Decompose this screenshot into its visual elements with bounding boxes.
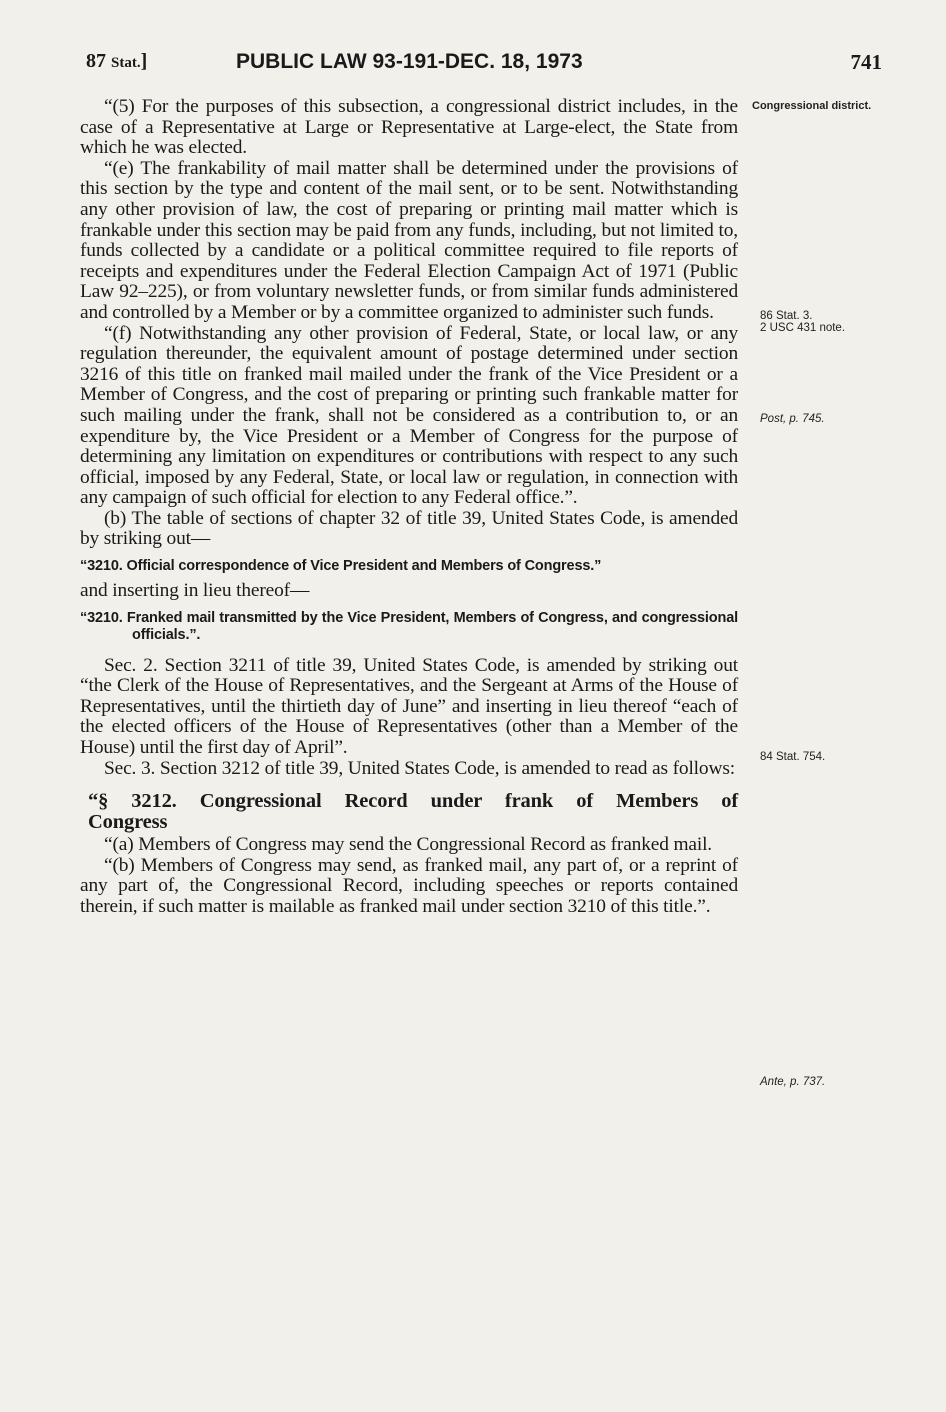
inserting-clause: and inserting in lieu thereof— xyxy=(80,580,310,602)
stat-label: Stat. xyxy=(111,55,141,71)
paragraph-f: “(f) Notwithstanding any other provision of Federal, State, or local law, or any regulation thereunder, the equivalent amount of postage determined under section 3216 of this title on franked mail mailed under the frank of the Vice President or a Member of Congress, and the cost of preparing or printing such frankable matter for such mailing under the frank, shall not be considered as a contribution to, or an expenditure by, the Vice President or a Member of Congress for the purpose of determining any limitation on expenditures or contributions with respect to any such official, imposed by any Federal, State, or local law or regulation, in connection with any campaign of such official for election to any Federal office.”. xyxy=(80,322,738,509)
stat-reference: 87 Stat.] xyxy=(86,50,148,72)
page-number: 741 xyxy=(850,50,882,74)
heading-line-1: “§ 3212. Congressional Record under frank of Members of xyxy=(88,790,738,813)
page-header xyxy=(86,50,882,80)
margin-note-84-stat: 84 Stat. 754. xyxy=(760,751,826,763)
margin-note-congressional-district: Congressional district. xyxy=(752,100,872,112)
header-title: PUBLIC LAW 93-191-DEC. 18, 1973 xyxy=(236,50,583,73)
margin-note-post-text: Post, p. 745. xyxy=(760,413,825,425)
law-text xyxy=(80,97,738,918)
paragraph-e: “(e) The frankability of mail matter shall be determined under the provisions of this section by the type and content of the mail sent, or to be sent. Notwithstanding any other provision of law, the cost of preparing or printing mail matter which is frankable under this section may be paid from any funds, including, but not limited to, funds collected by a candidate or a political committee required to file reports of receipts and expenditures under the Federal Election Campaign Act of 1971 (Public Law 92–225), or from voluntary newsletter funds, or from similar funds administered and controlled by a Member or by a committee organized to administer such funds. xyxy=(80,157,738,323)
subsection-b: “(b) Members of Congress may send, as franked mail, any part of, or a reprint of any part of, the Congressional Record, including speeches or reports contained therein, if such matter is mailable as franked mail under section 3210 of this title.”. xyxy=(80,854,738,917)
section-2: Sec. 2. Section 3211 of title 39, United States Code, is amended by striking out “the Clerk of the House of Representatives, and the Sergeant at Arms of the House of Representatives, until the thirtieth day of June” and inserting in lieu thereof “each of the elected officers of the House of Representatives (other than a Member of the House) until the first day of April”. xyxy=(80,654,738,759)
margin-note-post xyxy=(760,413,890,425)
margin-note-86-stat-line1: 86 Stat. 3. xyxy=(760,310,813,322)
margin-note-ante xyxy=(760,1076,890,1088)
subsection-a: “(a) Members of Congress may send the Congressional Record as franked mail. xyxy=(104,834,713,856)
margin-note-86-stat xyxy=(760,310,890,334)
stat-number: 87 xyxy=(86,50,106,72)
heading-line-2: Congress xyxy=(88,811,168,834)
margin-note-ante-text: Ante, p. 737. xyxy=(760,1076,826,1088)
margin-note-86-stat-line2: 2 USC 431 note. xyxy=(760,322,846,334)
section-heading xyxy=(80,791,738,833)
paragraph-b: (b) The table of sections of chapter 32 of title 39, United States Code, is amended by striking out— xyxy=(80,507,738,550)
inserted-section-title: “3210. Franked mail transmitted by the Vice President, Members of Congress, and congressional officials.”. xyxy=(80,609,738,643)
section-3: Sec. 3. Section 3212 of title 39, United States Code, is amended to read as follows: xyxy=(104,757,735,779)
paragraph-5: “(5) For the purposes of this subsection, a congressional district includes, in the case of a Representative at Large or Representative at Large-elect, the State from which he was elected. xyxy=(80,96,738,159)
struck-section-title: “3210. Official correspondence of Vice President and Members of Congress.” xyxy=(80,558,602,575)
